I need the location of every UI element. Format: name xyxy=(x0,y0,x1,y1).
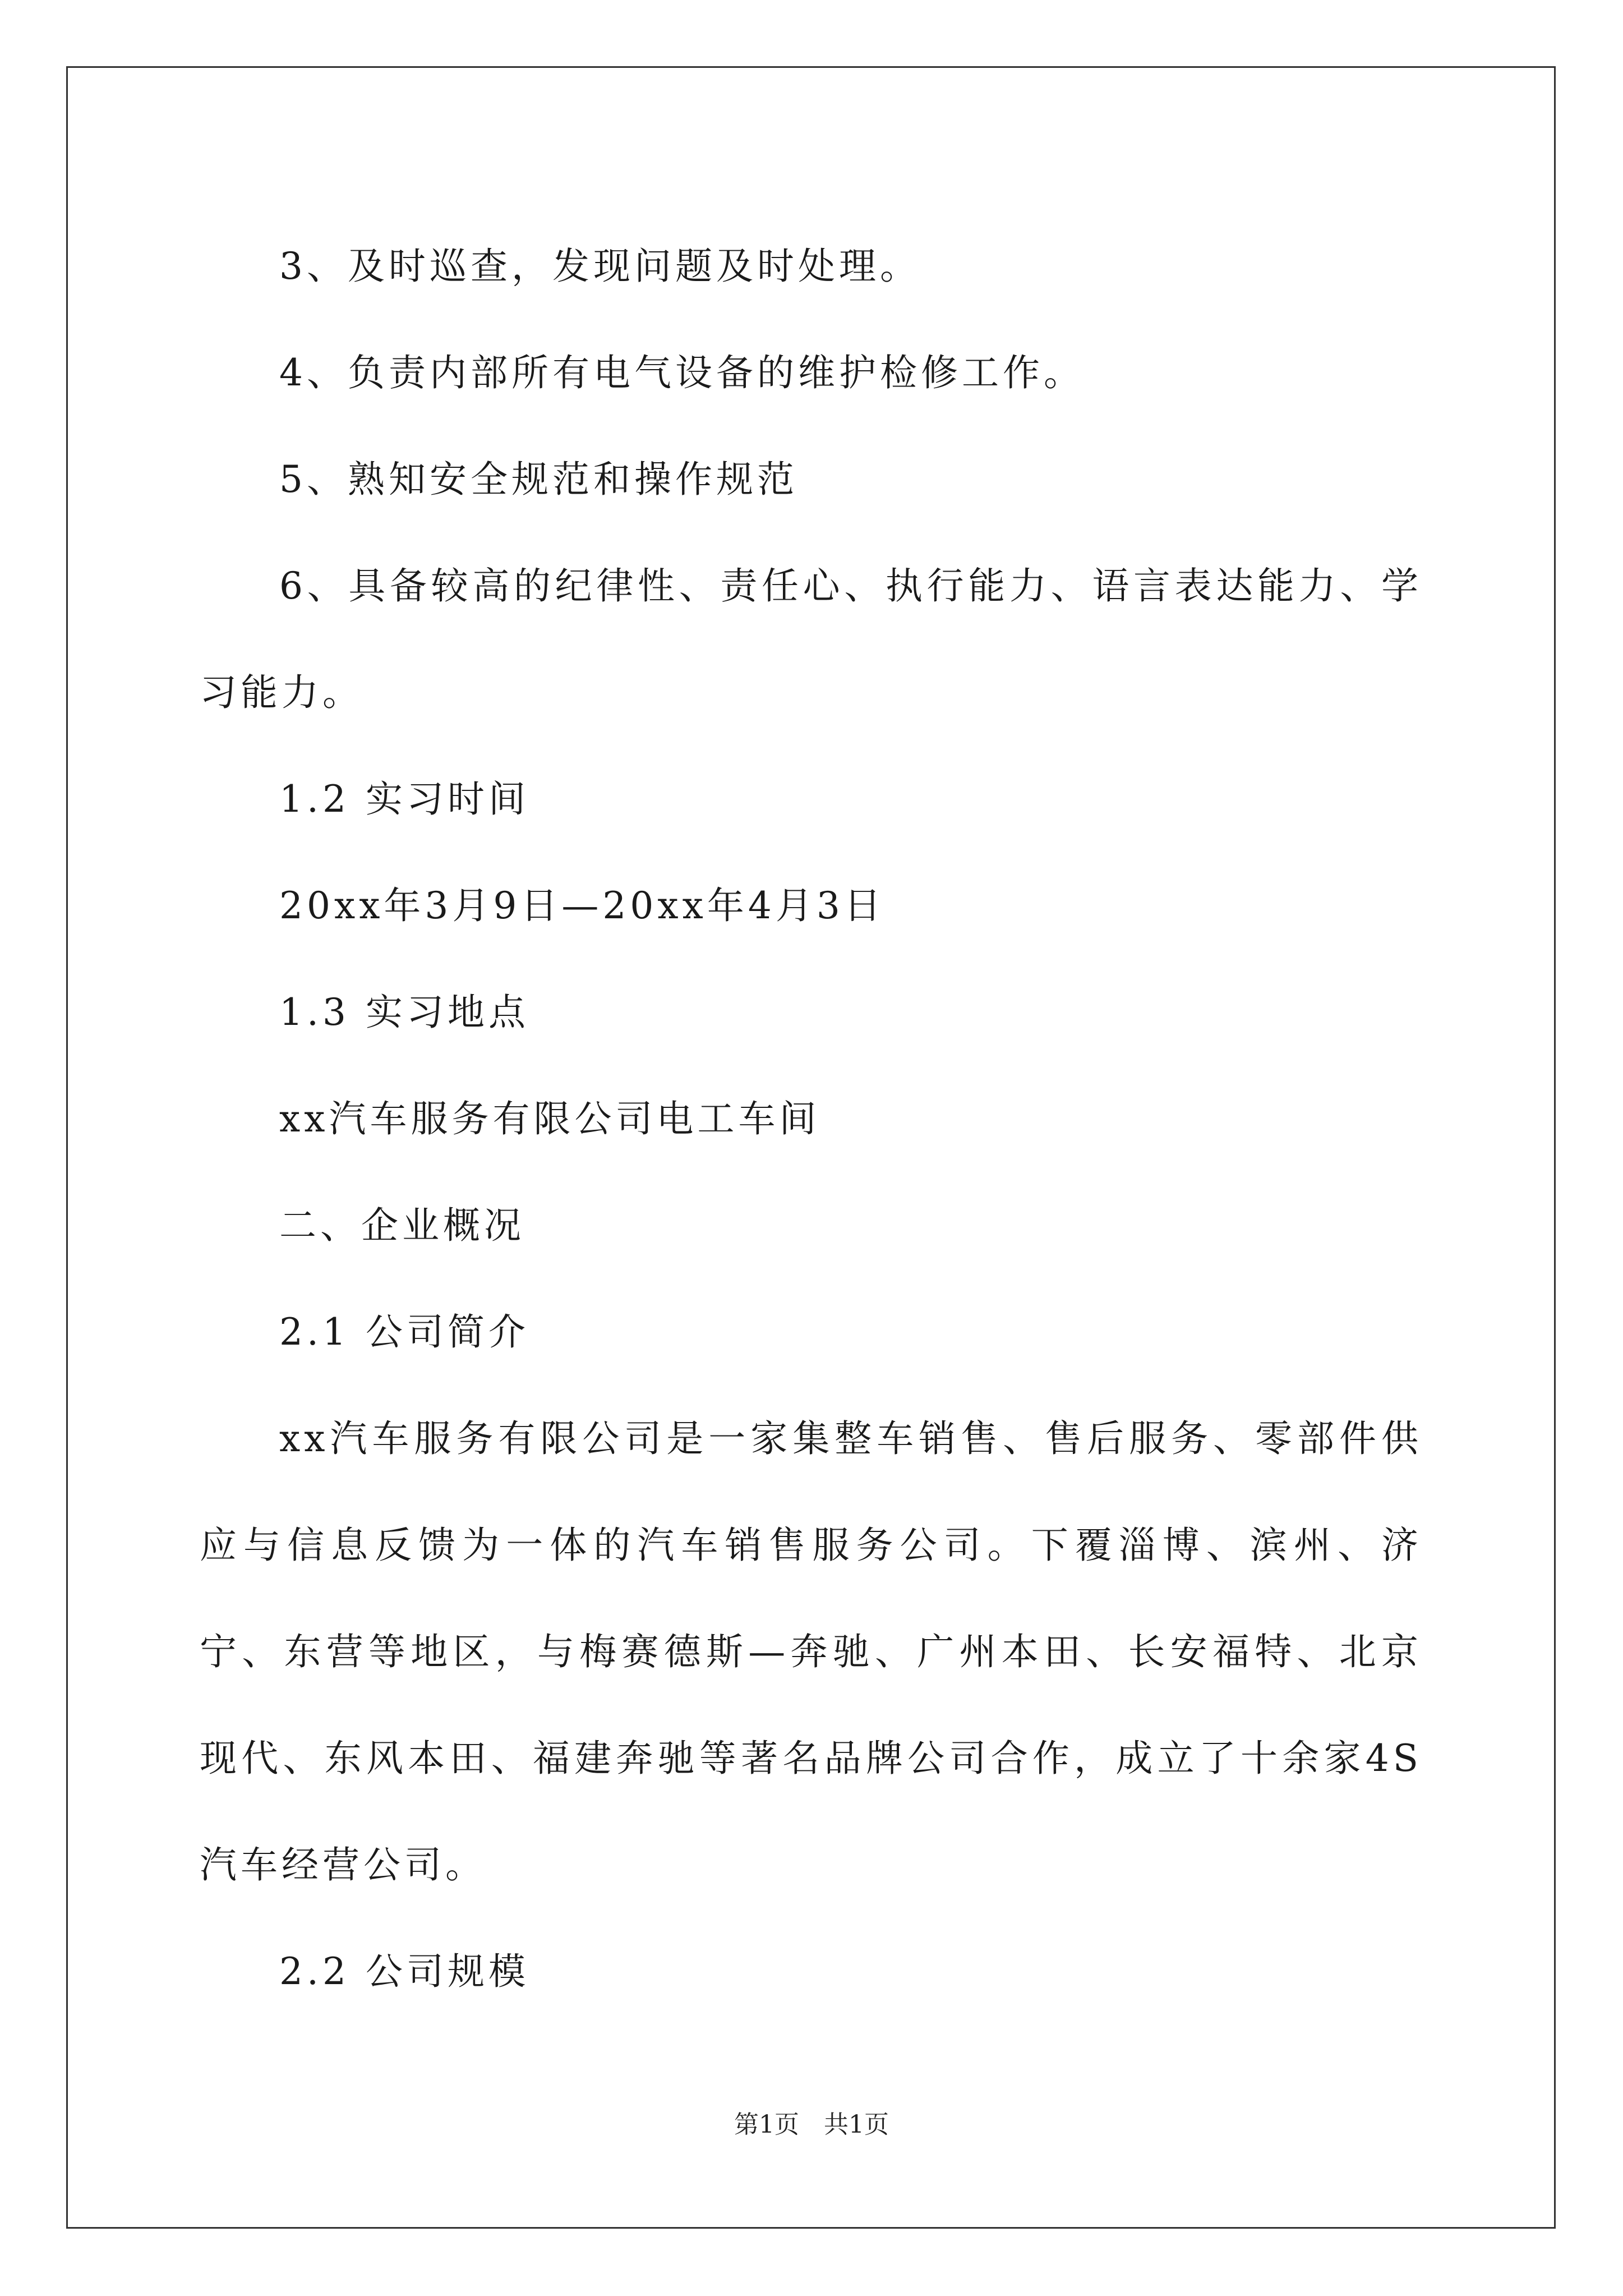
heading-company-intro: 2.1 公司简介 xyxy=(279,1310,529,1354)
heading-internship-location: 1.3 实习地点 xyxy=(279,991,529,1034)
heading-company-scale: 2.2 公司规模 xyxy=(279,1950,529,1993)
heading-internship-time: 1.2 实习时间 xyxy=(279,777,529,821)
document-body xyxy=(200,213,1422,2025)
paragraph-duty-3: 3、及时巡查，发现问题及时处理。 xyxy=(279,245,921,288)
paragraph-duty-5: 5、熟知安全规范和操作规范 xyxy=(279,458,798,501)
paragraph-duty-6: 6、具备较高的纪律性、责任心、执行能力、语言表达能力、学习能力。 xyxy=(200,564,1422,714)
paragraph-company-intro: xx汽车服务有限公司是一家集整车销售、售后服务、零部件供应与信息反馈为一体的汽车销售服务公司。下覆淄博、滨州、济宁、东营等地区，与梅赛德斯—奔驰、广州本田、长安福特、北京现代、东风本田、福建奔驰等著名品牌公司合作，成立了十余家4S汽车经营公司。 xyxy=(200,1417,1422,1887)
paragraph-internship-dates: 20xx年3月9日—20xx年4月3日 xyxy=(279,884,885,927)
paragraph-internship-location: xx汽车服务有限公司电工车间 xyxy=(279,1097,820,1140)
page-number-footer: 第1页 共1页 xyxy=(734,2110,889,2139)
paragraph-duty-4: 4、负责内部所有电气设备的维护检修工作。 xyxy=(279,351,1085,394)
heading-company-overview: 二、企业概况 xyxy=(279,1204,525,1247)
